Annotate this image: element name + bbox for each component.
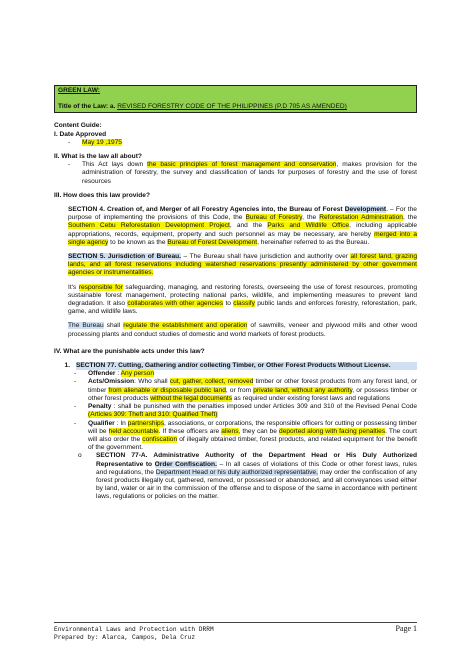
offender-item: - Offender : Any person	[74, 370, 154, 378]
law-title: Title of the Law: a. REVISED FORESTRY CODE OF THE PHILIPPINES (P.D 705 AS AMENDED)	[58, 103, 347, 111]
section-77-heading: SECTION 77. Cutting, Gathering and/or collecting Timber, or Other Forest Products Without License.	[76, 362, 417, 370]
section-4-paragraph: SECTION 4. Creation of, and Merger of all Forestry Agencies into, the Bureau of Forest Development. – For the purpose of implementing the provisions of this Code, the Bureau of Forestry, the Reforestation Administration, the Southern Cebu Reforestation Development Project, and the Parks and Wildlife Office, including applicable appropriations, records, equipment, property and such personnel as may be necessary, are hereby merged into a single agency to be known as the Bureau of Forest Development, hereinafter referred to as the Bureau.	[68, 206, 418, 246]
green-law-label: GREEN LAW:	[58, 87, 101, 94]
page-footer	[54, 622, 417, 642]
section-77-item: 1. SECTION 77. Cutting, Gathering and/or collecting Timber, or Other Forest Products Without License.	[54, 362, 417, 370]
section-ii-heading: II. What is the law all about?	[54, 153, 142, 161]
date-item: - May 19 ,1975	[68, 138, 122, 146]
date-approved: May 19 ,1975	[82, 138, 122, 146]
qualifier-item: - Qualifier : In partnerships, associations, or corporations, the responsible officers for cutting or possessing timber will be held accountable. If these officers are aliens, they can be deported along with facing penalties. The court will also order the confiscation of illegally obtained timber, forest products, and related equipment for the benefit of the government.	[74, 419, 418, 452]
content-guide-heading: Content Guide:	[54, 122, 102, 130]
section-iii-heading: III. How does this law provide?	[54, 191, 150, 199]
title-box	[54, 85, 417, 113]
footer-authors: Prepared by: Alarca, Campos, Dela Cruz	[54, 634, 196, 641]
penalty-item: - Penalty : shall be punished with the penalties imposed under Articles 309 and 310 of the Revised Penal Code (Articles 309: Theft and 310: Qualified Theft)	[74, 403, 417, 419]
page-number: Page 1	[395, 624, 417, 633]
law-about-item: - This Act lays down the basic principles of forest management and conservation, makes provision for the administration of forestry, the survey and classification of lands for purposes of forestry and the use of forest resources	[68, 161, 417, 185]
section-iv-heading: IV. What are the punishable acts under this law?	[54, 347, 205, 355]
document-body	[54, 85, 417, 502]
regulation-paragraph: The Bureau shall regulate the establishment and operation of sawmills, veneer and plywood mills and other wood processing plants and conduct studies of domestic and world markets of forest products.	[68, 322, 418, 338]
acts-item: - Acts/Omission: Who shall cut, gather, collect, removed timber or other forest products from any forest land, or timber from alienable or disposable public land, or from private land, without any authority, or possess timber or other forest products without the legal documents as required under existing forest laws and regulations	[74, 378, 417, 402]
responsibility-paragraph: It's responsible for safeguarding, managing, and restoring forests, overseeing the use of forest resources, promoting sustainable forest management, protecting national parks, wildlife, and implementing measures to prevent land degradation. It also collaborates with other agencies to classify public lands and enforces forestry, reforestation, park, game, and wildlife laws.	[68, 283, 417, 316]
section-i-heading: I. Date Approved	[54, 130, 107, 138]
section-5-paragraph: SECTION 5. Jurisdiction of Bureau. – The Bureau shall have jurisdiction and authority over all forest land, grazing lands, and all forest reservations including watershed reservations presently administered by other government agencies or instrumentalities.	[68, 253, 418, 277]
section-77a-item: o SECTION 77-A. Administrative Authority of the Department Head or His Duly Authorized Representative to Order Confiscation. – In all cases of violations of this Code or other forest laws, rules and regulations, the Department Head or his duly authorized representative, may order the confiscation of any forest products illegally cut, gathered, removed, or possessed or abandoned, and all conveyances used either by land, water or air in the commission of the offense and to dispose of the same in accordance with pertinent laws, regulations or policies on the matter.	[78, 452, 417, 501]
footer-course: Environmental Laws and Protection with DRRM	[54, 626, 214, 633]
